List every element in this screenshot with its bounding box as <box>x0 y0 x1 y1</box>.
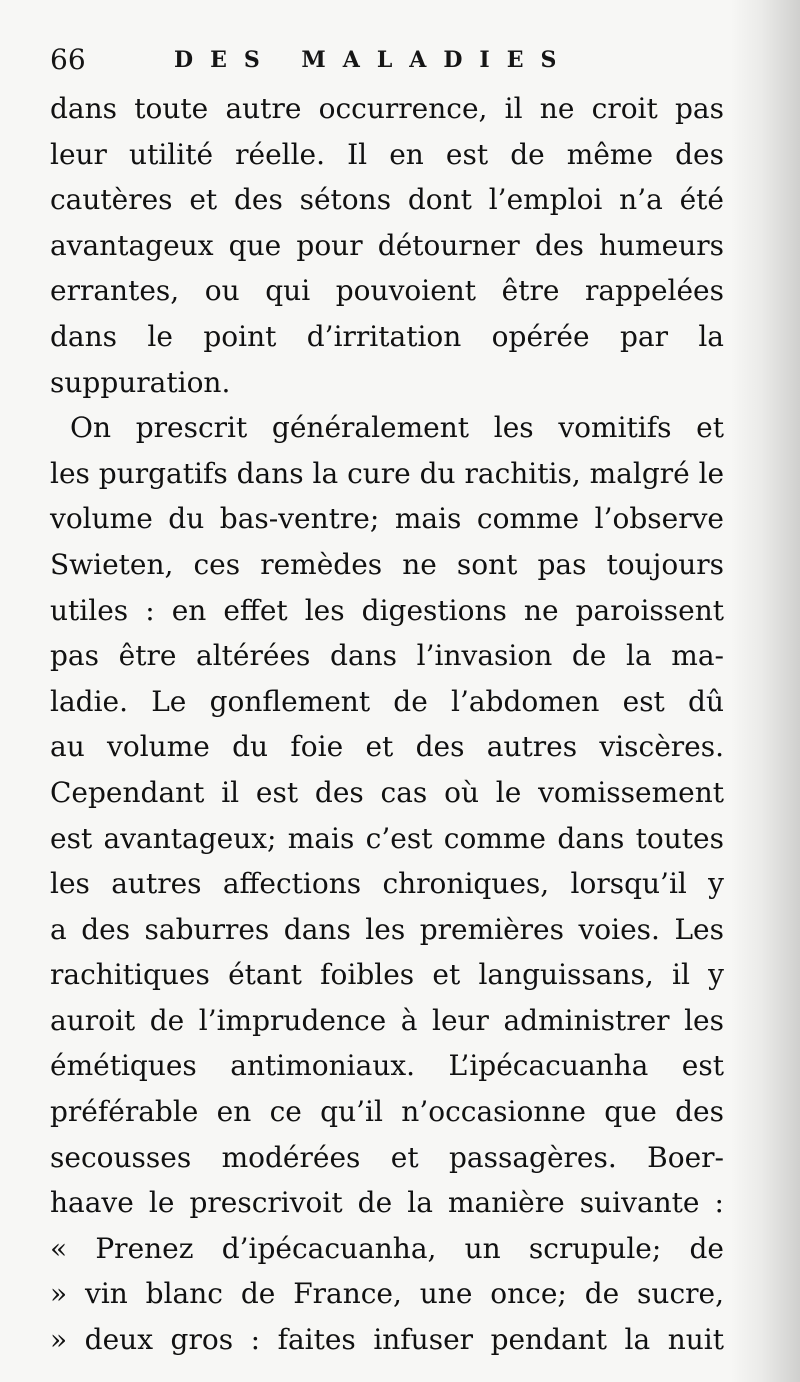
text-line: pas être altérées dans l’invasion de la ma- <box>50 639 724 673</box>
text-line: les purgatifs dans la cure du rachitis, malgré le <box>50 456 725 490</box>
text-line: au volume du foie et des autres viscères. <box>50 730 724 764</box>
text-line: est avantageux; mais c’est comme dans toutes <box>50 821 724 855</box>
text-line: volume du bas-ventre; mais comme l’observe <box>50 502 724 536</box>
text-line: Swieten, ces remèdes ne sont pas toujours <box>50 547 724 581</box>
page-header <box>50 40 750 80</box>
text-line: cautères et des sétons dont l’emploi n’a été <box>50 183 724 217</box>
text-line: émétiques antimoniaux. L’ipécacuanha est <box>50 1049 724 1083</box>
text-line: rachitiques étant foibles et languissans, il y <box>50 958 724 992</box>
text-line: » deux gros : faites infuser pendant la nuit <box>50 1323 724 1357</box>
text-line: les autres affections chroniques, lorsqu’il y <box>50 867 724 901</box>
text-line: Cependant il est des cas où le vomissement <box>50 775 724 809</box>
text-line: auroit de l’imprudence à leur administrer les <box>50 1003 724 1037</box>
text-line: » vin blanc de France, une once; de sucre, <box>50 1277 724 1311</box>
text-line: utiles : en effet les digestions ne paroissent <box>50 593 724 627</box>
text-line: secousses modérées et passagères. Boer- <box>50 1140 724 1174</box>
text-line: suppuration. <box>50 365 231 399</box>
text-line: On prescrit généralement les vomitifs et <box>70 411 724 445</box>
page-number: 66 <box>50 43 86 76</box>
text-line: dans toute autre occurrence, il ne croit pas <box>50 92 724 125</box>
text-line: leur utilité réelle. Il en est de même des <box>50 137 724 171</box>
text-line: a des saburres dans les premières voies. Les <box>50 912 724 946</box>
text-line: haave le prescrivoit de la manière suivante : <box>50 1186 724 1220</box>
text-line: ladie. Le gonflement de l’abdomen est dû <box>50 684 724 718</box>
text-line: errantes, ou qui pouvoient être rappelées <box>50 274 724 308</box>
page-gutter-shadow <box>730 0 800 1382</box>
text-line: « Prenez d’ipécacuanha, un scrupule; de <box>50 1231 724 1265</box>
text-line: avantageux que pour détourner des humeurs <box>50 228 724 262</box>
body-text <box>50 86 724 1363</box>
text-line: préférable en ce qu’il n’occasionne que des <box>50 1095 724 1129</box>
text-line: dans le point d’irritation opérée par la <box>50 319 724 353</box>
running-title: DES MALADIES <box>174 47 574 73</box>
